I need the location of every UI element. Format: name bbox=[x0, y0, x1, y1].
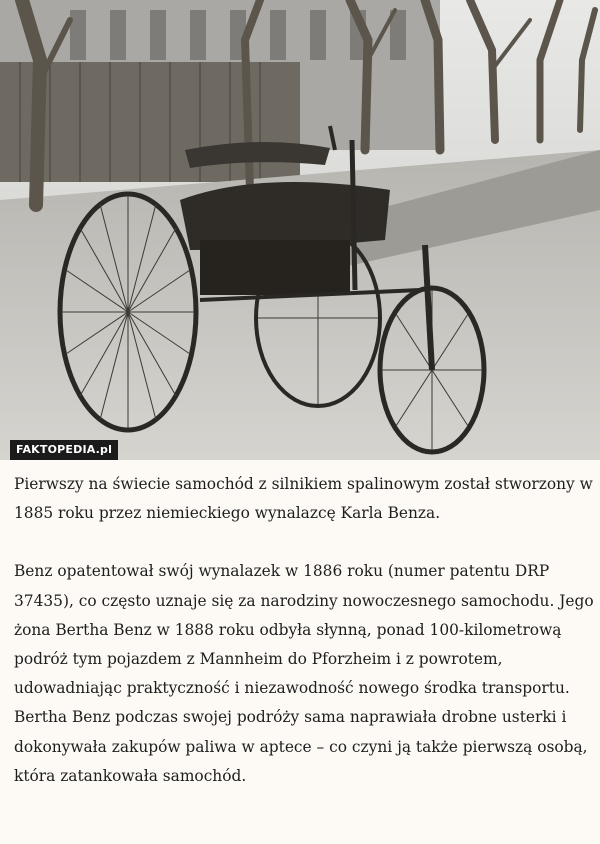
paragraph-spacer bbox=[14, 528, 594, 557]
caption-paragraph-2: Benz opatentował swój wynalazek w 1886 roku (numer patentu DRP 37435), co często uznaje się za narodziny nowoczesnego samochodu. Jego żona Bertha Benz w 1888 roku odbyła słynną, ponad 100-kilometrową podróż tym pojazdem z Mannheim do Pforzheim i z powrotem, udowadniając praktyczność i niezawodność nowego środka transportu. bbox=[14, 562, 594, 698]
caption-paragraph-3: Bertha Benz podczas swojej podróży sama naprawiała drobne usterki i dokonywała zakupów paliwa w aptece – co czyni ją także pierwszą osobą, która zatankowała samochód. bbox=[14, 708, 588, 785]
caption-paragraph-1: Pierwszy na świecie samochód z silnikiem spalinowym został stworzony w 1885 roku przez niemieckiego wynalazcę Karla Benza. bbox=[14, 475, 593, 523]
faktopedia-watermark: FAKTOPEDIA.pl bbox=[10, 440, 118, 460]
caption-text bbox=[0, 460, 594, 791]
